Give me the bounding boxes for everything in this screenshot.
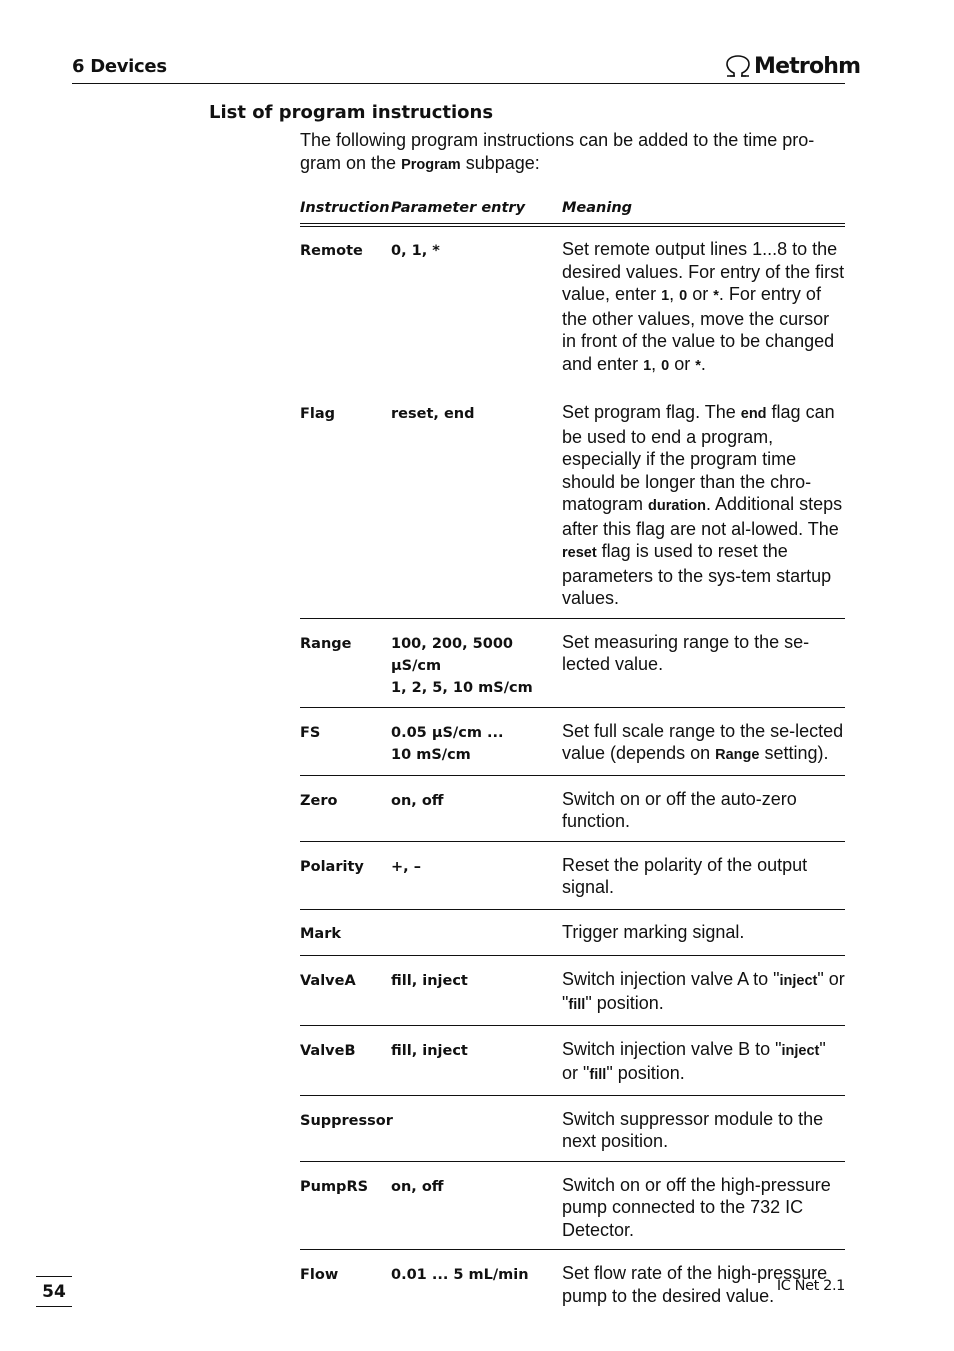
cell-instruction: ValveB	[300, 1042, 356, 1059]
cell-meaning	[562, 1038, 845, 1087]
cell-meaning	[562, 921, 845, 944]
meaning-text: Set program flag. The	[562, 402, 741, 422]
footer-product: IC Net 2.1	[776, 1278, 845, 1294]
meaning-text: Switch injection valve A to "	[562, 968, 780, 989]
cell-meaning	[562, 720, 845, 767]
cell-parameter	[391, 401, 562, 425]
table-row	[300, 708, 845, 775]
meaning-keyword: end	[740, 406, 767, 422]
table-row	[300, 1096, 845, 1161]
meaning-text: Reset the polarity of the output signal.	[562, 854, 808, 897]
cell-meaning	[562, 788, 845, 833]
meaning-text: " or "	[562, 968, 845, 1013]
cell-meaning	[562, 238, 845, 377]
table-row	[300, 1162, 845, 1250]
cell-parameter	[391, 921, 562, 923]
cell-parameter	[391, 238, 562, 262]
cell-parameter	[391, 788, 562, 812]
cell-meaning	[562, 401, 845, 610]
meaning-text: . For entry of the other values, move the cursor in front of the value to be changed and enter	[562, 284, 835, 374]
metrohm-logo	[724, 52, 860, 80]
table-header	[300, 195, 845, 221]
cell-parameter	[391, 631, 562, 699]
cell-parameter	[391, 720, 562, 766]
cell-instruction: Flag	[300, 406, 336, 422]
cell-instruction: Zero	[300, 792, 338, 809]
table-row	[300, 776, 845, 841]
logo-wordmark: Metrohm	[754, 53, 861, 79]
cell-meaning	[562, 854, 845, 899]
cell-parameter	[391, 1262, 562, 1286]
meaning-text: ,	[651, 353, 662, 374]
cell-parameter	[391, 1174, 562, 1198]
meaning-text: Set remote output lines 1...8 to the desired values. For entry of the first value, enter	[562, 239, 845, 304]
intro-text-before: The following program instructions can be added to the time pro-gram on the	[300, 130, 815, 173]
cell-meaning	[562, 1108, 845, 1153]
intro-text-after: subpage:	[460, 152, 540, 173]
cell-meaning	[562, 1174, 845, 1242]
header-rule	[72, 83, 845, 84]
meaning-text: " position.	[585, 993, 664, 1013]
parameter-line: 10 mS/cm	[391, 746, 471, 763]
meaning-text: Set measuring range to the se-lected value.	[562, 631, 810, 674]
cell-instruction: Remote	[300, 243, 363, 259]
meaning-text: setting).	[759, 743, 829, 763]
cell-meaning	[562, 631, 845, 676]
parameter-line: reset, end	[391, 406, 475, 422]
meaning-keyword: 1	[661, 288, 670, 304]
table-row	[300, 842, 845, 909]
cell-instruction: FS	[300, 724, 321, 741]
meaning-keyword: 0	[661, 357, 670, 374]
meaning-text: flag can be used to end a program, especially if the program time should be longer than the chro-matogram	[562, 402, 835, 514]
header-instruction: Instruction	[300, 200, 390, 216]
meaning-text: ,	[669, 284, 680, 304]
table-row	[300, 390, 845, 618]
cell-instruction: Mark	[300, 925, 342, 942]
running-header-section: 6 Devices	[72, 56, 167, 77]
cell-instruction: Range	[300, 635, 352, 652]
table-row	[300, 910, 845, 955]
table-row	[300, 1250, 845, 1307]
parameter-line: 0, 1, *	[391, 243, 440, 259]
parameter-line: fill, inject	[391, 972, 468, 989]
meaning-text: " position.	[606, 1063, 685, 1083]
instructions-table	[300, 195, 845, 1307]
table-body	[300, 227, 845, 1307]
cell-instruction: ValveA	[300, 972, 356, 989]
meaning-keyword: reset	[562, 545, 597, 561]
meaning-keyword: Range	[715, 747, 760, 763]
table-row	[300, 1026, 845, 1095]
meaning-text: Switch suppressor module to the next position.	[562, 1108, 824, 1151]
parameter-line: fill, inject	[391, 1042, 468, 1059]
meaning-text: Switch on or off the high-pressure pump connected to the 732 IC Detector.	[562, 1174, 831, 1240]
parameter-line: on, off	[391, 1178, 444, 1195]
intro-paragraph	[300, 129, 850, 176]
meaning-text: flag is used to reset the parameters to the sys-tem startup values.	[562, 541, 832, 608]
meaning-keyword: fill	[568, 997, 586, 1013]
meaning-keyword: 1	[643, 357, 652, 374]
page-number: 54	[36, 1276, 72, 1307]
header-parameter: Parameter entry	[391, 200, 526, 216]
cell-instruction: Flow	[300, 1267, 339, 1283]
table-row	[300, 227, 845, 390]
meaning-keyword: inject	[779, 972, 818, 989]
omega-icon	[724, 54, 752, 78]
meaning-keyword: inject	[781, 1042, 820, 1059]
meaning-text: Switch on or off the auto-zero function.	[562, 788, 797, 831]
section-heading: List of program instructions	[209, 102, 494, 123]
meaning-text: Switch injection valve B to "	[562, 1038, 782, 1059]
meaning-text: .	[700, 353, 706, 374]
intro-keyword: Program	[401, 156, 461, 173]
meaning-text: Set flow rate of the high-pressure pump to the desired value.	[562, 1263, 828, 1306]
meaning-keyword: fill	[589, 1067, 607, 1083]
cell-instruction: PumpRS	[300, 1178, 369, 1195]
meaning-text: Trigger marking signal.	[562, 921, 745, 942]
header-meaning: Meaning	[562, 200, 633, 216]
meaning-text: " or "	[562, 1038, 826, 1083]
parameter-line: 0.01 ... 5 mL/min	[391, 1267, 529, 1283]
meaning-text: or	[669, 353, 696, 374]
meaning-keyword: duration	[648, 498, 707, 514]
cell-parameter	[391, 968, 562, 992]
table-row	[300, 956, 845, 1025]
meaning-keyword: *	[695, 357, 701, 374]
parameter-line: 1, 2, 5, 10 mS/cm	[391, 679, 533, 696]
parameter-line: +, –	[391, 858, 421, 875]
meaning-text: . Additional steps after this flag are not al-lowed. The	[562, 494, 843, 539]
parameter-line: 0.05 µS/cm ...	[391, 724, 504, 741]
parameter-line: on, off	[391, 792, 444, 809]
cell-parameter	[391, 854, 562, 878]
cell-instruction: Polarity	[300, 858, 364, 875]
cell-meaning	[562, 968, 845, 1017]
cell-parameter	[391, 1108, 562, 1110]
meaning-text: or	[687, 284, 714, 304]
cell-instruction: Suppressor	[300, 1112, 393, 1129]
table-row	[300, 619, 845, 707]
meaning-keyword: 0	[679, 288, 688, 304]
parameter-line: 100, 200, 5000 µS/cm	[391, 635, 514, 674]
cell-parameter	[391, 1038, 562, 1062]
meaning-keyword: *	[713, 288, 719, 304]
meaning-text: Set full scale range to the se-lected value (depends on	[562, 720, 844, 763]
